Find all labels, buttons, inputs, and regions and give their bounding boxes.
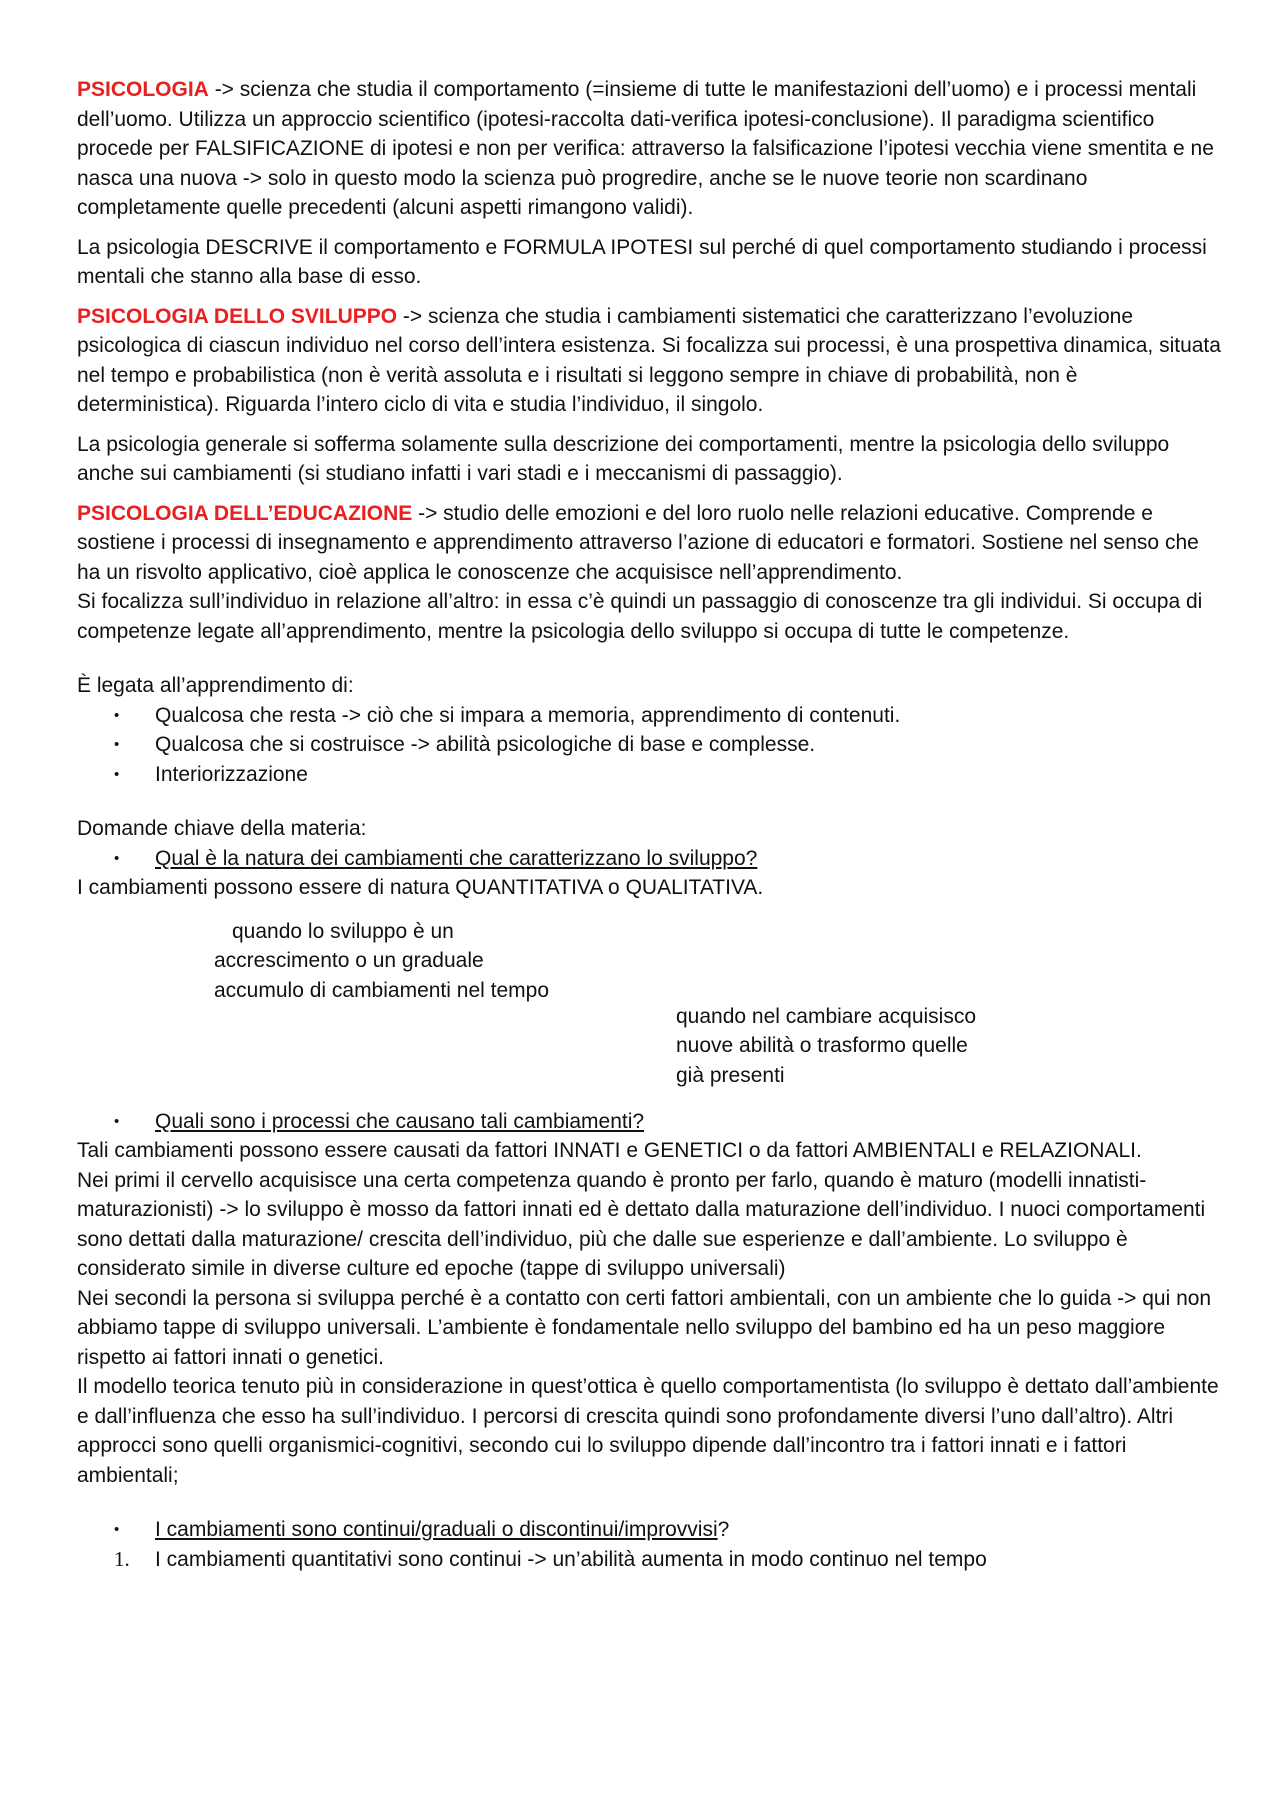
psicologia-text: -> scienza che studia il comportamento (=insieme di tutte le manifestazioni dell’uomo) e i processi mentali dell’uomo. Utilizza un approccio scientifico (ipotesi-raccolta dati-verifica ipotesi-conclusione). Il paradigma scientifico procede per FALSIFICAZIONE di ipotesi e non per verifica: attraverso la falsificazione l’ipotesi vecchia viene smentita e ne nasca una nuova -> solo in questo modo la scienza può progredire, anche se le nuove teorie non scardinano completamente quelle precedenti (alcuni aspetti rimangono validi).: [77, 78, 1214, 219]
question-2-list: [77, 1107, 1222, 1137]
bullet-icon: •: [114, 706, 120, 724]
question-2-paragraph: Il modello teorica tenuto più in considerazione in quest’ottica è quello comportamentista (lo sviluppo è dettato dall’ambiente e dall’influenza che esso ha sull’individuo. I percorsi di crescita quindi sono profondamente diversi l’uno dall’altro). Altri approcci sono quelli organismici-cognitivi, secondo cui lo sviluppo dipende dall’incontro tra i fattori innati e i fattori ambientali;: [77, 1375, 1219, 1487]
educazione-focus: Si focalizza sull’individuo in relazione all’altro: in essa c’è quindi un passaggio di conoscenze tra gli individui. Si occupa di competenze legate all’apprendimento, mentre la psicologia dello sviluppo si occupa di tutte le competenze.: [77, 590, 1203, 643]
bullet-icon: •: [114, 1521, 120, 1538]
bullet-icon: •: [114, 1112, 120, 1130]
list-item-text: I cambiamenti quantitativi sono continui -> un’abilità aumenta in modo continuo nel tempo: [155, 1547, 987, 1571]
question-2-text: Quali sono i processi che causano tali cambiamenti?: [155, 1109, 645, 1133]
question-3: [77, 1515, 1222, 1545]
bullet-icon: •: [114, 765, 120, 783]
list-number: 1.: [114, 1546, 130, 1571]
question-2-paragraph: Nei secondi la persona si sviluppa perché è a contatto con certi fattori ambientali, con un ambiente che lo guida -> qui non abbiamo tappe di sviluppo universali. L’ambiente è fondamentale nello sviluppo del bambino ed ha un peso maggiore rispetto ai fattori innati o genetici.: [77, 1286, 1212, 1369]
learning-intro: È legata all’apprendimento di:: [77, 674, 354, 697]
change-types-diagram: [77, 917, 1222, 1107]
sviluppo-definition: [77, 302, 1222, 420]
educazione-definition: [77, 499, 1222, 588]
question-2-paragraph: Tali cambiamenti possono essere causati da fattori INNATI e GENETICI o da fattori AMBIENTALI e RELAZIONALI.: [77, 1139, 1142, 1162]
quantitative-line: quando lo sviluppo è un: [232, 919, 454, 943]
question-3-list: [77, 1515, 1222, 1545]
quantitative-line: accumulo di cambiamenti nel tempo: [214, 978, 549, 1002]
list-item-text: Interiorizzazione: [155, 762, 308, 786]
term-psicologia: PSICOLOGIA: [77, 78, 209, 101]
question-3-text: I cambiamenti sono continui/graduali o discontinui/improvvisi: [155, 1518, 718, 1541]
question-1-list: [77, 844, 1222, 874]
qualitative-description: [676, 1002, 1076, 1091]
bullet-icon: •: [114, 736, 120, 753]
quantitative-description: [214, 917, 634, 1006]
list-item: [77, 760, 1222, 790]
sviluppo-text: -> scienza che studia i cambiamenti sistematici che caratterizzano l’evoluzione psicologica di ciascun individuo nel corso dell’intera esistenza. Si focalizza sui processi, è una prospettiva dinamica, situata nel tempo e probabilistica (non è verità assoluta e i risultati si leggono sempre in chiave di probabilità, non è deterministica). Riguarda l’intero ciclo di vita e studia l’individuo, il singolo.: [77, 304, 1221, 416]
learning-list: [77, 701, 1222, 790]
qualitative-line: quando nel cambiare acquisisco: [676, 1004, 977, 1028]
question-2: [77, 1107, 1222, 1137]
psicologia-definition: [77, 75, 1222, 223]
spacer: [77, 1490, 1222, 1515]
list-item-text: Qualcosa che resta -> ciò che si impara a memoria, apprendimento di contenuti.: [155, 703, 901, 727]
list-item: [77, 1545, 1222, 1575]
question-3-suffix: ?: [717, 1518, 730, 1541]
term-psicologia-sviluppo: PSICOLOGIA DELLO SVILUPPO: [77, 304, 398, 328]
term-psicologia-educazione: PSICOLOGIA DELL’EDUCAZIONE: [77, 501, 413, 525]
question-1-text: Qual è la natura dei cambiamenti che caratterizzano lo sviluppo?: [155, 846, 758, 870]
spacer: [77, 646, 1222, 671]
question-3-answers: [77, 1545, 1222, 1575]
spacer: [77, 789, 1222, 814]
educazione-text: -> studio delle emozioni e del loro ruolo nelle relazioni educative. Comprende e sostiene i processi di insegnamento e apprendimento attraverso l’azione di educatori e formatori. Sostiene nel senso che ha un risvolto applicativo, cioè applica le conoscenze che acquisisce nell’apprendimento.: [77, 501, 1199, 584]
sviluppo-comparison: La psicologia generale si sofferma solamente sulla descrizione dei comportamenti, mentre la psicologia dello sviluppo anche sui cambiamenti (si studiano infatti i vari stadi e i meccanismi di passaggio).: [77, 432, 1170, 485]
questions-intro: Domande chiave della materia:: [77, 817, 367, 840]
question-1-answer: I cambiamenti possono essere di natura QUANTITATIVA o QUALITATIVA.: [77, 876, 764, 899]
qualitative-line: nuove abilità o trasformo quelle: [676, 1034, 968, 1057]
psicologia-description: La psicologia DESCRIVE il comportamento e FORMULA IPOTESI sul perché di quel comportamento studiando i processi mentali che stanno alla base di esso.: [77, 235, 1207, 288]
question-1: [77, 844, 1222, 874]
list-item: [77, 701, 1222, 731]
list-item: [77, 730, 1222, 760]
quantitative-line: accrescimento o un graduale: [214, 949, 484, 972]
document-page: [77, 75, 1222, 1574]
bullet-icon: •: [114, 849, 120, 867]
list-item-text: Qualcosa che si costruisce -> abilità psicologiche di base e complesse.: [155, 733, 816, 756]
question-2-paragraph: Nei primi il cervello acquisisce una certa competenza quando è pronto per farlo, quando è maturo (modelli innatisti-maturazionisti) -> lo sviluppo è mosso da fattori innati ed è dettato dalla maturazione dell’individuo. I nuoci comportamenti sono dettati dalla maturazione/ crescita dell’individuo, più che dalle sue esperienze e dall’ambiente. Lo sviluppo è considerato simile in diverse culture ed epoche (tappe di sviluppo universali): [77, 1168, 1206, 1280]
qualitative-line: già presenti: [676, 1063, 785, 1087]
